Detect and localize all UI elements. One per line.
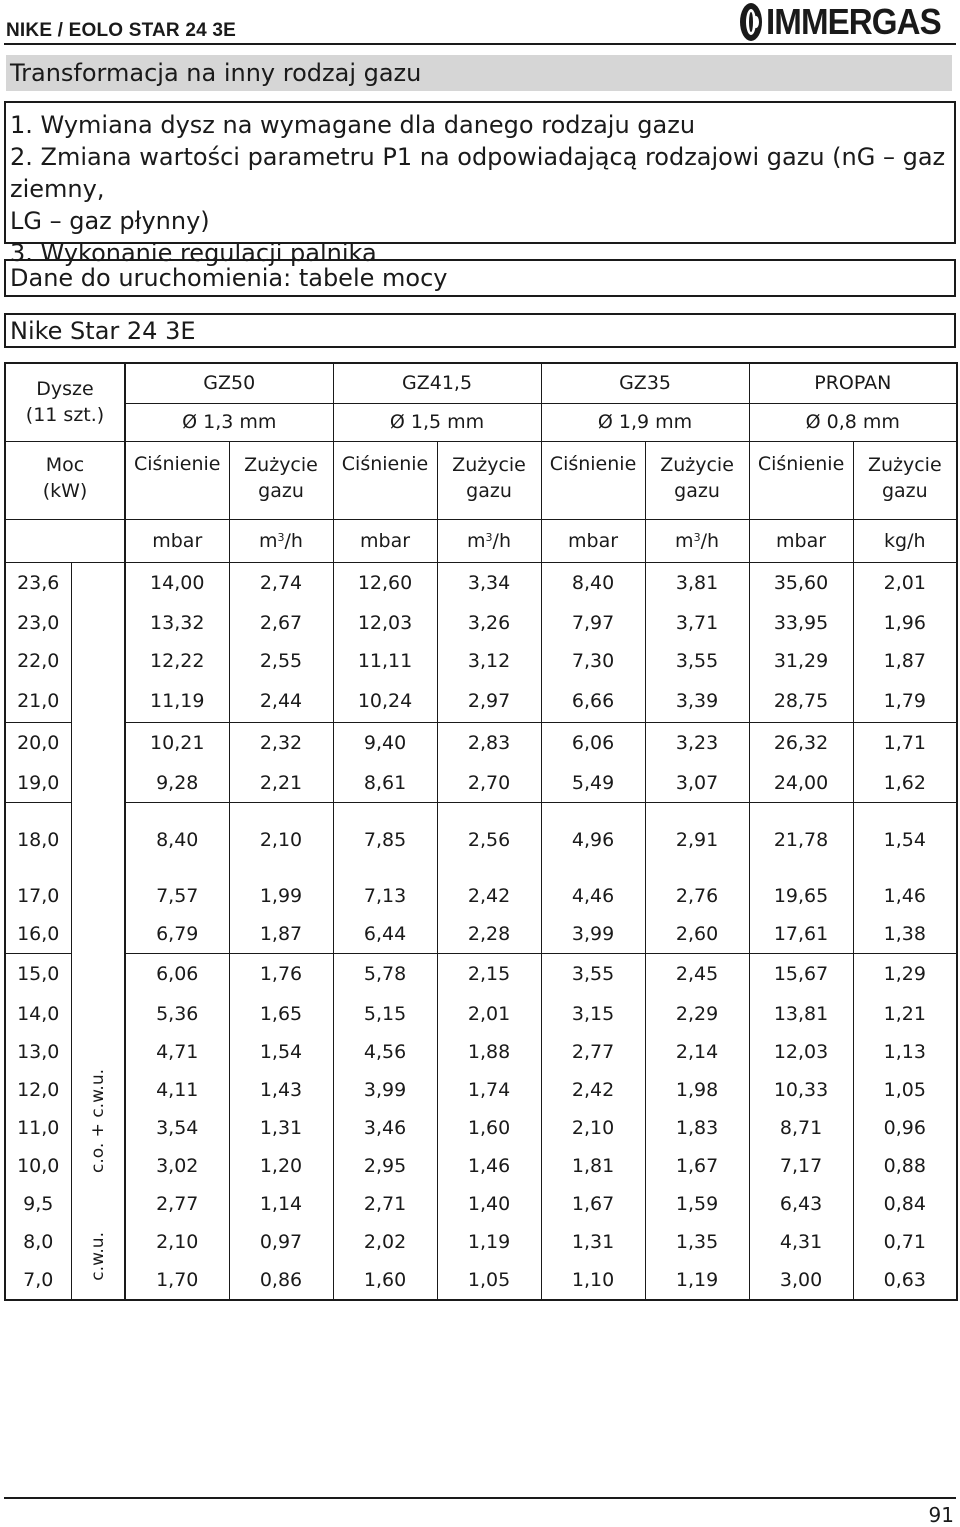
power-value: 18,0 xyxy=(5,803,71,877)
usage-value: 0,86 xyxy=(229,1261,333,1300)
table-row xyxy=(5,1071,957,1109)
pressure-value: 4,96 xyxy=(541,803,645,877)
usage-value: 3,39 xyxy=(645,680,749,722)
pressure-value: 2,77 xyxy=(541,1033,645,1071)
power-value: 13,0 xyxy=(5,1033,71,1071)
pressure-value: 7,17 xyxy=(749,1147,853,1185)
nozzle-header xyxy=(5,363,125,441)
table-row xyxy=(5,604,957,642)
pressure-value: 2,71 xyxy=(333,1185,437,1223)
pressure-value: 5,15 xyxy=(333,995,437,1033)
usage-value: 2,74 xyxy=(229,562,333,604)
usage-value: 3,26 xyxy=(437,604,541,642)
usage-label: Zużycie xyxy=(244,453,318,476)
pressure-value: 4,46 xyxy=(541,877,645,915)
usage-label-gas: gazu xyxy=(258,479,304,502)
unit-exponent: 3 xyxy=(277,530,285,544)
power-value: 8,0 xyxy=(5,1223,71,1261)
usage-value: 1,29 xyxy=(853,953,957,995)
usage-value: 1,35 xyxy=(645,1223,749,1261)
usage-value: 1,20 xyxy=(229,1147,333,1185)
power-label: Moc xyxy=(45,453,85,476)
pressure-value: 12,22 xyxy=(125,642,229,680)
usage-value: 1,38 xyxy=(853,915,957,954)
footer-divider xyxy=(4,1497,956,1499)
pressure-value: 1,81 xyxy=(541,1147,645,1185)
usage-value: 1,98 xyxy=(645,1071,749,1109)
usage-value: 0,84 xyxy=(853,1185,957,1223)
power-value: 20,0 xyxy=(5,722,71,764)
unit-exponent: 3 xyxy=(693,530,701,544)
nozzle-diameter: Ø 1,3 mm xyxy=(125,403,333,441)
pressure-column-header: Ciśnienie xyxy=(541,441,645,519)
usage-value: 2,45 xyxy=(645,953,749,995)
pressure-value: 1,67 xyxy=(541,1185,645,1223)
pressure-column-header: Ciśnienie xyxy=(333,441,437,519)
usage-value: 2,01 xyxy=(437,995,541,1033)
usage-value: 3,81 xyxy=(645,562,749,604)
pressure-value: 9,40 xyxy=(333,722,437,764)
power-value: 9,5 xyxy=(5,1185,71,1223)
usage-value: 2,67 xyxy=(229,604,333,642)
usage-value: 1,54 xyxy=(229,1033,333,1071)
pressure-value: 14,00 xyxy=(125,562,229,604)
pressure-value: 31,29 xyxy=(749,642,853,680)
step-2-continued: LG – gaz płynny) xyxy=(10,207,210,235)
pressure-value: 10,24 xyxy=(333,680,437,722)
pressure-value: 3,55 xyxy=(541,953,645,995)
unit-m: m xyxy=(467,529,486,552)
power-value: 21,0 xyxy=(5,680,71,722)
section-title: Transformacja na inny rodzaj gazu xyxy=(6,55,952,91)
pressure-value: 3,02 xyxy=(125,1147,229,1185)
usage-label: Zużycie xyxy=(660,453,734,476)
unit-per-hour: /h xyxy=(492,529,511,552)
pressure-value: 7,85 xyxy=(333,803,437,877)
usage-value: 2,97 xyxy=(437,680,541,722)
pressure-value: 4,31 xyxy=(749,1223,853,1261)
unit-mbar: mbar xyxy=(749,519,853,562)
logo-text: IMMERGAS xyxy=(766,1,941,42)
pressure-value: 2,95 xyxy=(333,1147,437,1185)
usage-value: 1,59 xyxy=(645,1185,749,1223)
usage-value: 2,28 xyxy=(437,915,541,954)
usage-value: 2,14 xyxy=(645,1033,749,1071)
power-value: 10,0 xyxy=(5,1147,71,1185)
pressure-column-header: Ciśnienie xyxy=(749,441,853,519)
usage-value: 1,88 xyxy=(437,1033,541,1071)
usage-value: 1,76 xyxy=(229,953,333,995)
pressure-value: 5,78 xyxy=(333,953,437,995)
usage-value: 1,05 xyxy=(437,1261,541,1300)
mode-dhw-label: c.w.u. xyxy=(87,1232,108,1281)
usage-value: 2,21 xyxy=(229,764,333,803)
usage-label-gas: gazu xyxy=(466,479,512,502)
unit-per-hour: /h xyxy=(284,529,303,552)
pressure-value: 12,60 xyxy=(333,562,437,604)
table-row xyxy=(5,953,957,995)
pressure-value: 33,95 xyxy=(749,604,853,642)
usage-value: 2,29 xyxy=(645,995,749,1033)
usage-value: 0,97 xyxy=(229,1223,333,1261)
usage-value: 3,12 xyxy=(437,642,541,680)
usage-value: 1,19 xyxy=(645,1261,749,1300)
usage-value: 1,87 xyxy=(229,915,333,954)
table-row xyxy=(5,995,957,1033)
nozzle-diameter: Ø 1,5 mm xyxy=(333,403,541,441)
table-row xyxy=(5,1033,957,1071)
table-row xyxy=(5,803,957,877)
pressure-value: 1,70 xyxy=(125,1261,229,1300)
unit-m: m xyxy=(259,529,278,552)
usage-value: 0,96 xyxy=(853,1109,957,1147)
usage-value: 1,43 xyxy=(229,1071,333,1109)
usage-value: 0,63 xyxy=(853,1261,957,1300)
usage-column-header xyxy=(229,441,333,519)
power-value: 23,6 xyxy=(5,562,71,604)
table-row xyxy=(5,764,957,803)
usage-value: 2,56 xyxy=(437,803,541,877)
usage-value: 1,71 xyxy=(853,722,957,764)
usage-value: 3,23 xyxy=(645,722,749,764)
pressure-value: 6,44 xyxy=(333,915,437,954)
power-value: 14,0 xyxy=(5,995,71,1033)
pressure-value: 6,79 xyxy=(125,915,229,954)
usage-value: 1,96 xyxy=(853,604,957,642)
pressure-value: 3,99 xyxy=(333,1071,437,1109)
usage-value: 1,67 xyxy=(645,1147,749,1185)
table-row xyxy=(5,680,957,722)
usage-label-gas: gazu xyxy=(881,479,928,502)
pressure-value: 6,43 xyxy=(749,1185,853,1223)
model-title: Nike Star 24 3E xyxy=(4,313,956,348)
usage-label: Zużycie xyxy=(867,453,942,476)
usage-value: 2,76 xyxy=(645,877,749,915)
usage-value: 1,46 xyxy=(853,877,957,915)
unit-exponent: 3 xyxy=(485,530,493,544)
gas-header: GZ50 xyxy=(125,363,333,403)
table-row xyxy=(5,1261,957,1300)
power-unit: (kW) xyxy=(42,479,88,502)
pressure-value: 1,60 xyxy=(333,1261,437,1300)
pressure-value: 3,46 xyxy=(333,1109,437,1147)
pressure-value: 4,56 xyxy=(333,1033,437,1071)
gas-header: GZ35 xyxy=(541,363,749,403)
document-header-title: NIKE / EOLO STAR 24 3E xyxy=(6,20,236,41)
usage-value: 1,21 xyxy=(853,995,957,1033)
nozzle-count: (11 szt.) xyxy=(25,404,105,427)
unit-mbar: mbar xyxy=(541,519,645,562)
pressure-value: 13,32 xyxy=(125,604,229,642)
pressure-value: 6,06 xyxy=(541,722,645,764)
unit-mbar: mbar xyxy=(125,519,229,562)
pressure-value: 1,10 xyxy=(541,1261,645,1300)
mode-heating-dhw xyxy=(71,562,125,1185)
pressure-value: 19,65 xyxy=(749,877,853,915)
pressure-value: 11,19 xyxy=(125,680,229,722)
usage-value: 3,07 xyxy=(645,764,749,803)
page-number: 91 xyxy=(928,1503,954,1527)
gas-header: PROPAN xyxy=(749,363,957,403)
unit-m: m xyxy=(675,529,694,552)
power-value: 16,0 xyxy=(5,915,71,954)
power-value: 23,0 xyxy=(5,604,71,642)
unit-spacer xyxy=(5,519,125,562)
mode-dhw xyxy=(71,1185,125,1300)
pressure-value: 26,32 xyxy=(749,722,853,764)
usage-value: 1,99 xyxy=(229,877,333,915)
pressure-value: 2,10 xyxy=(125,1223,229,1261)
pressure-value: 3,15 xyxy=(541,995,645,1033)
gas-header: GZ41,5 xyxy=(333,363,541,403)
pressure-value: 3,99 xyxy=(541,915,645,954)
usage-value: 2,83 xyxy=(437,722,541,764)
pressure-value: 8,40 xyxy=(125,803,229,877)
usage-value: 2,55 xyxy=(229,642,333,680)
usage-value: 2,91 xyxy=(645,803,749,877)
pressure-value: 7,97 xyxy=(541,604,645,642)
usage-value: 2,15 xyxy=(437,953,541,995)
pressure-value: 2,10 xyxy=(541,1109,645,1147)
steps-box xyxy=(4,101,956,267)
usage-value: 2,32 xyxy=(229,722,333,764)
usage-value: 1,83 xyxy=(645,1109,749,1147)
dane-title: Dane do uruchomienia: tabele mocy xyxy=(4,259,956,297)
header-divider xyxy=(4,43,956,45)
unit-m3h xyxy=(645,519,749,562)
pressure-value: 3,54 xyxy=(125,1109,229,1147)
step-2: 2. Zmiana wartości parametru P1 na odpowiadającą rodzajowi gazu (nG – gaz ziemny, xyxy=(10,143,946,203)
usage-value: 1,60 xyxy=(437,1109,541,1147)
pressure-value: 21,78 xyxy=(749,803,853,877)
table-row xyxy=(5,562,957,604)
nozzle-label: Dysze xyxy=(36,378,94,401)
usage-label: Zużycie xyxy=(452,453,526,476)
unit-kgh: kg/h xyxy=(853,519,957,562)
pressure-value: 8,71 xyxy=(749,1109,853,1147)
pressure-value: 24,00 xyxy=(749,764,853,803)
power-value: 12,0 xyxy=(5,1071,71,1109)
pressure-value: 11,11 xyxy=(333,642,437,680)
nozzle-diameter: Ø 0,8 mm xyxy=(749,403,957,441)
pressure-value: 2,42 xyxy=(541,1071,645,1109)
step-3: 3. Wykonanie regulacji palnika xyxy=(10,239,377,267)
unit-per-hour: /h xyxy=(700,529,720,552)
usage-value: 3,55 xyxy=(645,642,749,680)
table-row xyxy=(5,915,957,954)
pressure-value: 35,60 xyxy=(749,562,853,604)
table-row xyxy=(5,877,957,915)
pressure-value: 5,36 xyxy=(125,995,229,1033)
usage-value: 1,74 xyxy=(437,1071,541,1109)
usage-value: 1,87 xyxy=(853,642,957,680)
power-value: 17,0 xyxy=(5,877,71,915)
usage-value: 2,42 xyxy=(437,877,541,915)
usage-value: 3,71 xyxy=(645,604,749,642)
pressure-value: 2,77 xyxy=(125,1185,229,1223)
usage-value: 1,19 xyxy=(437,1223,541,1261)
usage-value: 1,54 xyxy=(853,803,957,877)
usage-value: 1,79 xyxy=(853,680,957,722)
power-value: 19,0 xyxy=(5,764,71,803)
usage-value: 2,60 xyxy=(645,915,749,954)
pressure-value: 6,06 xyxy=(125,953,229,995)
usage-value: 1,14 xyxy=(229,1185,333,1223)
pressure-value: 3,00 xyxy=(749,1261,853,1300)
usage-value: 1,05 xyxy=(853,1071,957,1109)
pressure-value: 15,67 xyxy=(749,953,853,995)
usage-value: 3,34 xyxy=(437,562,541,604)
usage-value: 1,13 xyxy=(853,1033,957,1071)
usage-value: 1,65 xyxy=(229,995,333,1033)
power-value: 15,0 xyxy=(5,953,71,995)
usage-column-header xyxy=(437,441,541,519)
unit-mbar: mbar xyxy=(333,519,437,562)
power-value: 7,0 xyxy=(5,1261,71,1300)
pressure-value: 7,30 xyxy=(541,642,645,680)
unit-m3h xyxy=(437,519,541,562)
usage-value: 2,44 xyxy=(229,680,333,722)
immergas-logo-icon xyxy=(740,3,762,41)
usage-column-header xyxy=(645,441,749,519)
usage-value: 2,01 xyxy=(853,562,957,604)
pressure-value: 17,61 xyxy=(749,915,853,954)
usage-value: 1,31 xyxy=(229,1109,333,1147)
usage-value: 1,62 xyxy=(853,764,957,803)
table-row xyxy=(5,1109,957,1147)
usage-value: 2,70 xyxy=(437,764,541,803)
mode-heating-dhw-label: c.o. + c.w.u. xyxy=(87,1069,108,1173)
pressure-value: 9,28 xyxy=(125,764,229,803)
pressure-value: 13,81 xyxy=(749,995,853,1033)
usage-column-header xyxy=(853,441,957,519)
pressure-value: 1,31 xyxy=(541,1223,645,1261)
table-row xyxy=(5,1147,957,1185)
pressure-value: 7,57 xyxy=(125,877,229,915)
pressure-value: 5,49 xyxy=(541,764,645,803)
pressure-value: 4,71 xyxy=(125,1033,229,1071)
pressure-value: 8,40 xyxy=(541,562,645,604)
pressure-value: 12,03 xyxy=(333,604,437,642)
usage-label-gas: gazu xyxy=(674,479,720,502)
pressure-value: 10,33 xyxy=(749,1071,853,1109)
unit-m3h xyxy=(229,519,333,562)
table-row xyxy=(5,1223,957,1261)
power-value: 11,0 xyxy=(5,1109,71,1147)
usage-value: 2,10 xyxy=(229,803,333,877)
pressure-value: 12,03 xyxy=(749,1033,853,1071)
pressure-column-header: Ciśnienie xyxy=(125,441,229,519)
pressure-value: 2,02 xyxy=(333,1223,437,1261)
table-row xyxy=(5,642,957,680)
step-1: 1. Wymiana dysz na wymagane dla danego rodzaju gazu xyxy=(10,111,696,139)
usage-value: 0,88 xyxy=(853,1147,957,1185)
pressure-value: 8,61 xyxy=(333,764,437,803)
table-row xyxy=(5,1185,957,1223)
usage-value: 0,71 xyxy=(853,1223,957,1261)
usage-value: 1,46 xyxy=(437,1147,541,1185)
pressure-value: 10,21 xyxy=(125,722,229,764)
power-header xyxy=(5,441,125,519)
pressure-value: 4,11 xyxy=(125,1071,229,1109)
power-value: 22,0 xyxy=(5,642,71,680)
table-row xyxy=(5,722,957,764)
nozzle-diameter: Ø 1,9 mm xyxy=(541,403,749,441)
immergas-logo xyxy=(740,2,956,42)
usage-value: 1,40 xyxy=(437,1185,541,1223)
pressure-value: 7,13 xyxy=(333,877,437,915)
pressure-value: 28,75 xyxy=(749,680,853,722)
power-table xyxy=(4,362,958,1301)
pressure-value: 6,66 xyxy=(541,680,645,722)
